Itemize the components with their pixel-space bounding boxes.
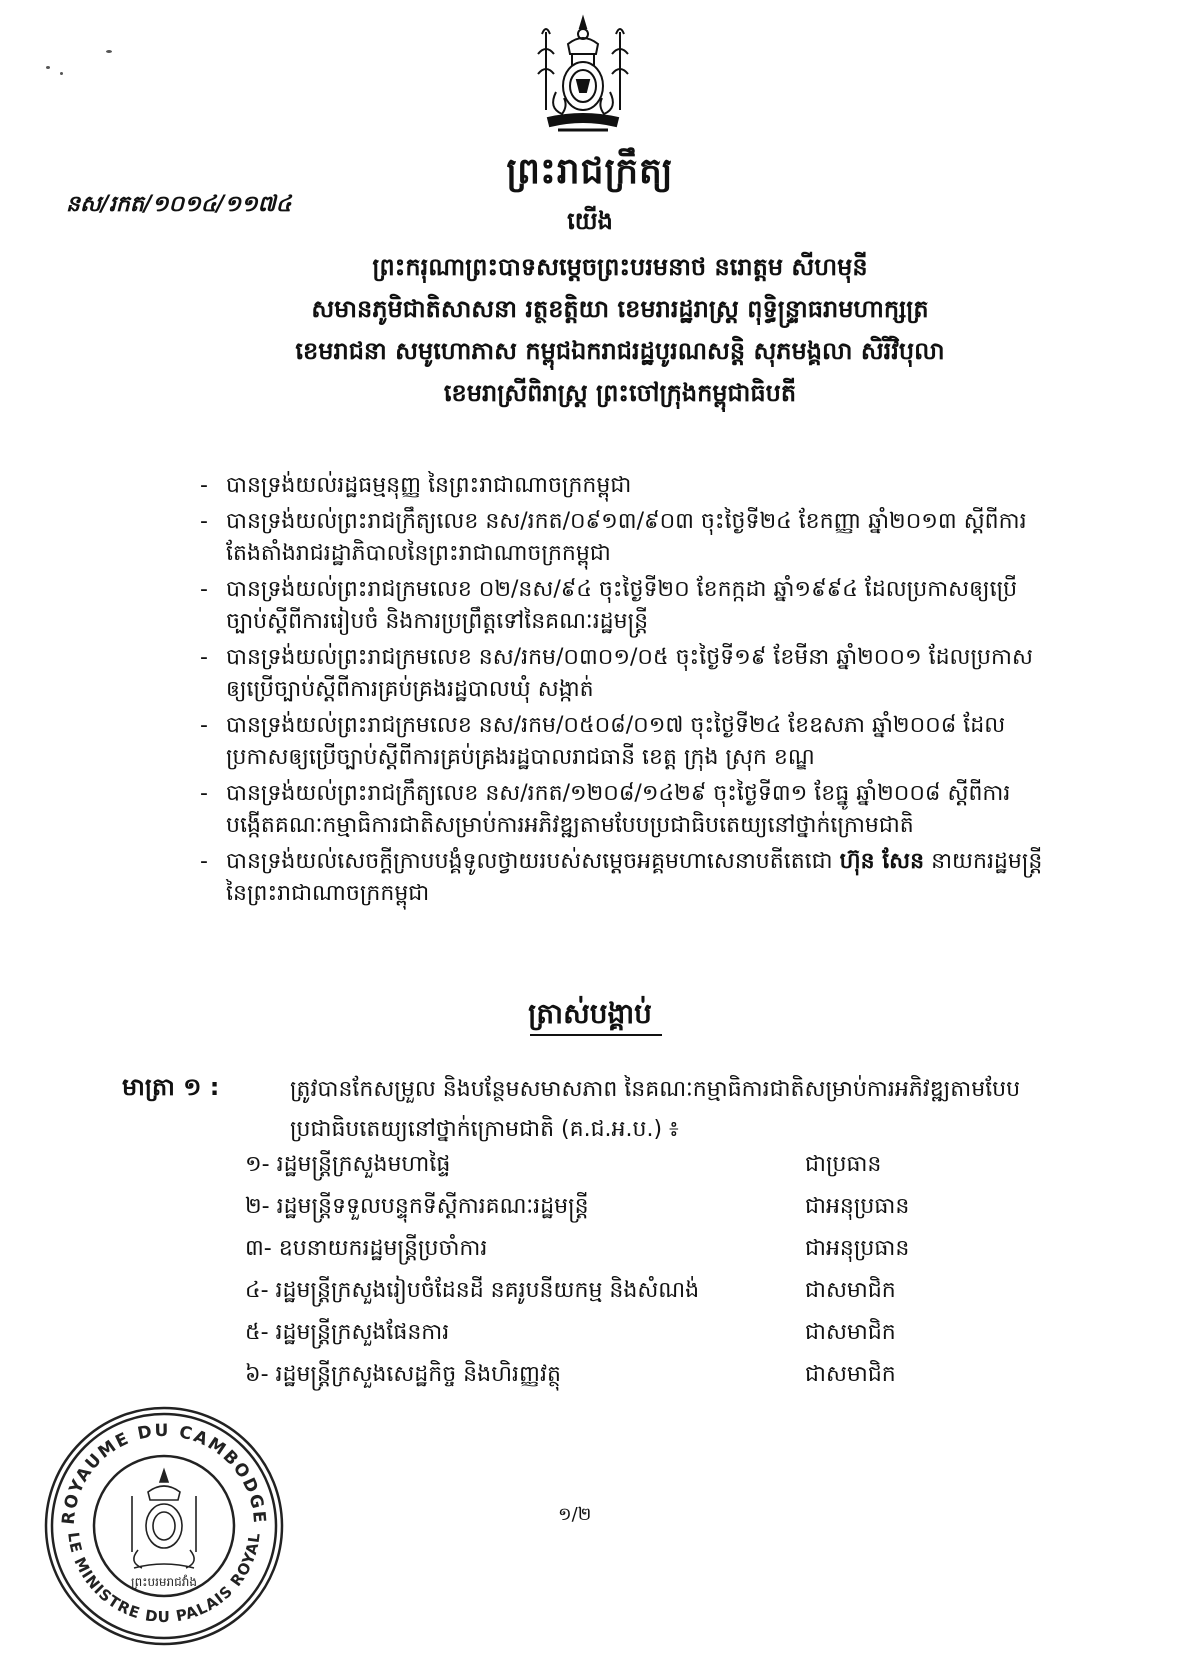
member-role: ២- រដ្ឋមន្ត្រីទទួលបន្ទុកទីស្ដីការគណៈរដ្ឋមន្ត្រី: [245, 1194, 589, 1219]
member-role: ៣- ឧបនាយករដ្ឋមន្ត្រីប្រចាំការ: [245, 1236, 488, 1261]
member-row: [245, 1192, 945, 1234]
recital-item: [200, 642, 1050, 706]
member-position: ជាសមាជិក: [805, 1278, 896, 1303]
dash: -: [200, 781, 208, 806]
page-number: ១/២: [558, 1504, 592, 1525]
svg-text:ព្រះបរមរាជវាំង: ព្រះបរមរាជវាំង: [131, 1575, 197, 1589]
scan-speck: [46, 66, 50, 69]
scan-speck: [60, 72, 63, 75]
dash: -: [200, 713, 208, 738]
document-title: ព្រះរាជក្រឹត្យ: [506, 151, 674, 192]
we-heading: យើង: [567, 207, 613, 235]
member-role: ៥- រដ្ឋមន្ត្រីក្រសួងផែនការ: [245, 1320, 450, 1345]
king-title-line: ខេមរាជនា សមូហោភាស កម្ពុជឯករាជរដ្ឋបូរណសន្ដិ សុភមង្គលា សិរីវិបុលា: [295, 337, 945, 365]
recital-text: បានទ្រង់យល់ព្រះរាជក្រមលេខ នស/រកម/០៣០១/០៥ ចុះថ្ងៃទី១៩ ខែមីនា ឆ្នាំ២០០១ ដែលប្រកាសឲ្យប្រើច្បាប់ស្ដីពីការគ្រប់គ្រងរដ្ឋបាលឃុំ សង្កាត់: [226, 645, 1033, 702]
recital-item: [200, 778, 1050, 842]
recital-item: [200, 506, 1050, 570]
king-title-line: ខេមរាស្រីពិរាស្ត្រ ព្រះចៅក្រុងកម្ពុជាធិបតី: [443, 379, 797, 407]
member-position: ជាប្រធាន: [805, 1152, 882, 1177]
recitals-list: [200, 470, 1050, 914]
member-position: ជាសមាជិក: [805, 1320, 896, 1345]
recital-text: បានទ្រង់យល់រដ្ឋធម្មនុញ្ញ នៃព្រះរាជាណាចក្រកម្ពុជា: [226, 473, 632, 498]
king-title: [180, 246, 1060, 414]
svg-text:ROYAUME DU CAMBODGE: ROYAUME DU CAMBODGE: [58, 1420, 270, 1526]
member-role: ១- រដ្ឋមន្ត្រីក្រសួងមហាផ្ទៃ: [245, 1152, 451, 1177]
recital-text: បានទ្រង់យល់ព្រះរាជក្រមលេខ ០២/នស/៩៤ ចុះថ្ងៃទី២០ ខែកក្កដា ឆ្នាំ១៩៩៤ ដែលប្រកាសឲ្យប្រើច្បាប់ស្ដីពីការរៀបចំ និងការប្រព្រឹត្តទៅនៃគណៈរដ្ឋមន្ត្រី: [226, 577, 1018, 634]
dash: -: [200, 577, 208, 602]
heading-underline: [530, 1034, 662, 1036]
svg-text:LE MINISTRE DU PALAIS ROYAL: LE MINISTRE DU PALAIS ROYAL: [64, 1531, 264, 1627]
member-row: [245, 1276, 945, 1318]
recital-item: [200, 710, 1050, 774]
royal-coat-of-arms-icon: [528, 14, 638, 138]
recital-text-continued: នាយករដ្ឋមន្ត្រីនៃព្រះរាជាណាចក្រកម្ពុជា: [226, 849, 1043, 906]
members-list: [245, 1150, 945, 1402]
member-position: ជាសមាជិក: [805, 1362, 896, 1387]
member-role: ៦- រដ្ឋមន្ត្រីក្រសួងសេដ្ឋកិច្ច និងហិរញ្ញវត្ថុ: [245, 1362, 561, 1387]
prime-minister-name: ហ៊ុន សែន: [839, 849, 925, 874]
king-title-line: សមានភូមិជាតិសាសនា រត្ថខត្តិយា ខេមរារដ្ឋរាស្ត្រ ពុទ្ធិន្ទ្រាធរាមហាក្សត្រ: [311, 295, 929, 323]
dash: -: [200, 645, 208, 670]
member-position: ជាអនុប្រធាន: [805, 1194, 910, 1219]
dash: -: [200, 473, 208, 498]
article-label: មាត្រា ១ :: [122, 1073, 220, 1101]
article-text: ត្រូវបានកែសម្រួល និងបន្ថែមសមាសភាព នៃគណៈកម្មាធិការជាតិសម្រាប់ការអភិវឌ្ឍតាមបែបប្រជាធិបតេយ្យនៅថ្នាក់ក្រោមជាតិ (គ.ជ.អ.ប.) ៖: [290, 1077, 1021, 1142]
recital-text: បានទ្រង់យល់ព្រះរាជក្រឹត្យលេខ នស/រកត/១២០៨/១៤២៩ ចុះថ្ងៃទី៣១ ខែធ្នូ ឆ្នាំ២០០៨ ស្ដីពីការបង្កើតគណៈកម្មាធិការជាតិសម្រាប់ការអភិវឌ្ឍតាមបែបប្រជាធិបតេយ្យនៅថ្នាក់ក្រោមជាតិ: [226, 781, 1011, 838]
reference-number: នស/រកត/១០១៤/១១៧៤: [66, 192, 292, 217]
recital-text: បានទ្រង់យល់ព្រះរាជក្រមលេខ នស/រកម/០៥០៨/០១៧ ចុះថ្ងៃទី២៤ ខែឧសភា ឆ្នាំ២០០៨ ដែលប្រកាសឲ្យប្រើច្បាប់ស្ដីពីការគ្រប់គ្រងរដ្ឋបាលរាជធានី ខេត្ត ក្រុង ស្រុក ខណ្ឌ: [226, 713, 1006, 770]
king-title-line: ព្រះករុណាព្រះបាទសម្ដេចព្រះបរមនាថ នរោត្ដម សីហមុនី: [372, 253, 868, 281]
recital-item: [200, 470, 1050, 502]
decree-heading: ត្រាស់បង្គាប់: [528, 997, 652, 1030]
member-row: [245, 1150, 945, 1192]
palace-seal-icon: [38, 1400, 290, 1652]
scan-speck: [106, 50, 112, 53]
dash: -: [200, 849, 208, 874]
member-row: [245, 1234, 945, 1276]
dash: -: [200, 509, 208, 534]
member-row: [245, 1318, 945, 1360]
recital-text: បានទ្រង់យល់សេចក្ដីក្រាបបង្គំទូលថ្វាយរបស់សម្ដេចអគ្គមហាសេនាបតីតេជោ: [226, 849, 833, 874]
recital-item: [200, 574, 1050, 638]
member-row: [245, 1360, 945, 1402]
recital-text: បានទ្រង់យល់ព្រះរាជក្រឹត្យលេខ នស/រកត/០៩១៣/៩០៣ ចុះថ្ងៃទី២៤ ខែកញ្ញា ឆ្នាំ២០១៣ ស្ដីពីការតែងតាំងរាជរដ្ឋាភិបាលនៃព្រះរាជាណាចក្រកម្ពុជា: [226, 509, 1027, 566]
member-role: ៤- រដ្ឋមន្ត្រីក្រសួងរៀបចំដែនដី នគរូបនីយកម្ម និងសំណង់: [245, 1278, 700, 1303]
recital-item: [200, 846, 1050, 910]
member-position: ជាអនុប្រធាន: [805, 1236, 910, 1261]
